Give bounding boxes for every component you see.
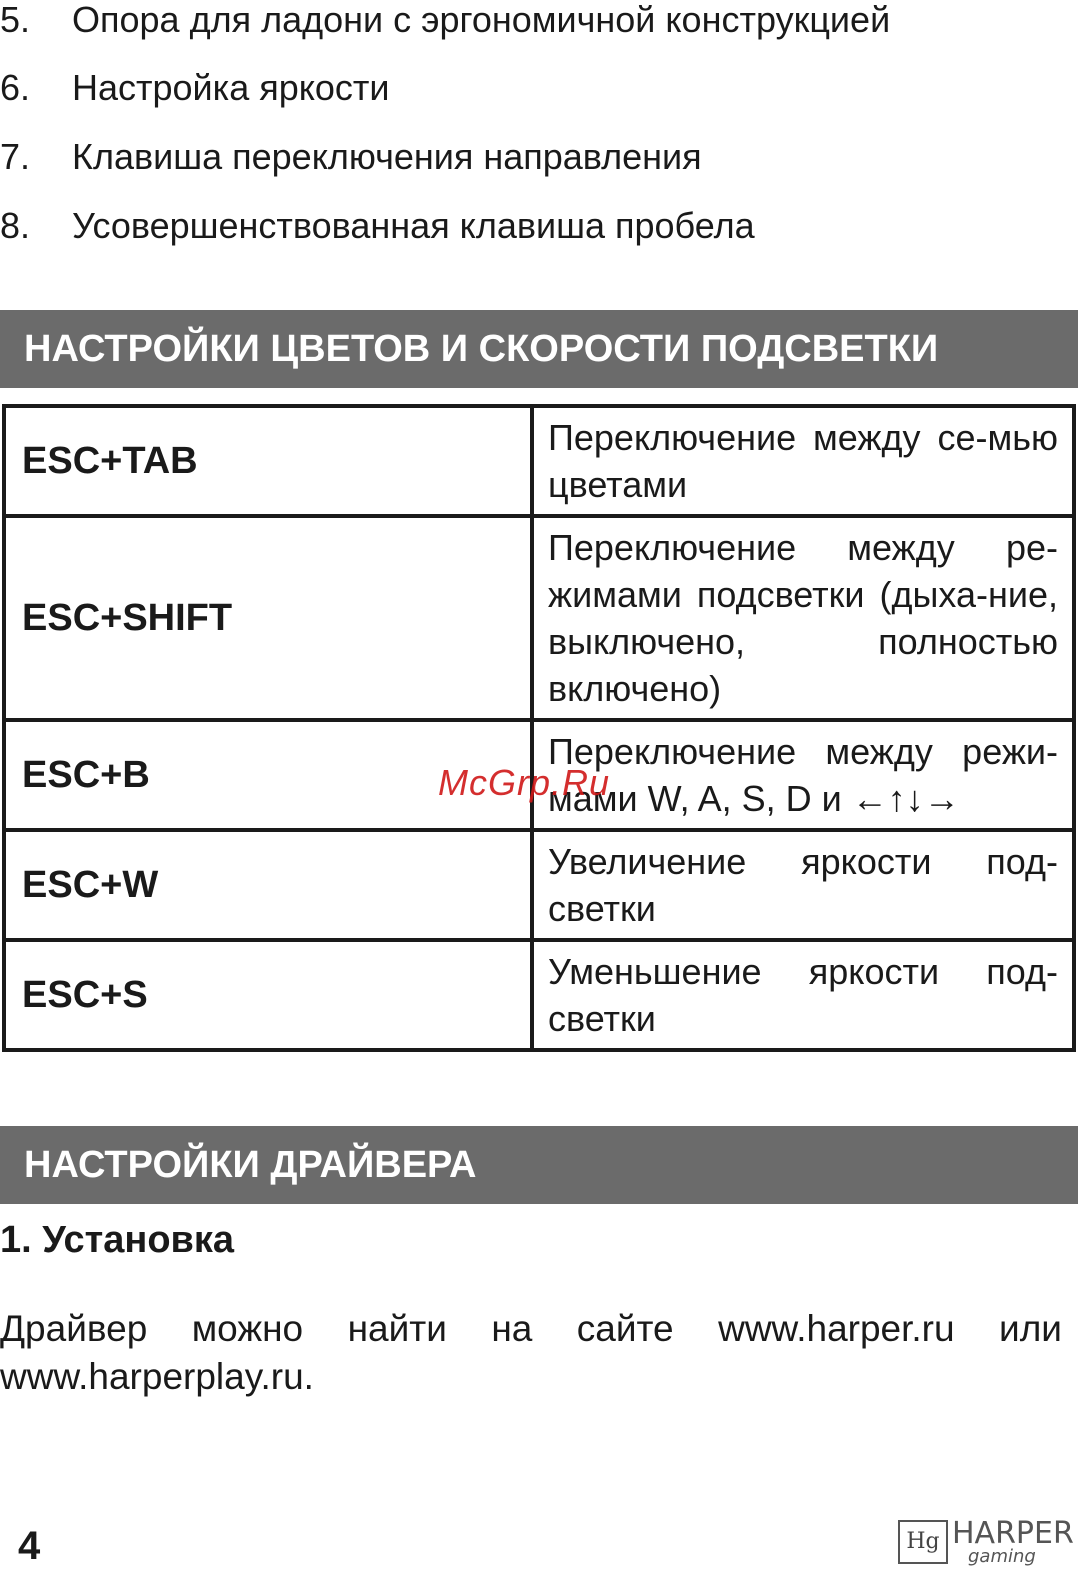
list-item-number: 7. (0, 136, 31, 177)
shortcut-description: Увеличение яркости под-светки (532, 830, 1074, 940)
list-item-number: 6. (0, 67, 31, 108)
paragraph-word: сайте (576, 1308, 674, 1349)
shortcut-description: Переключение между се-мью цветами (532, 406, 1074, 516)
list-item-number: 8. (0, 205, 31, 246)
table-row (4, 830, 1074, 940)
paragraph-link: www.harper.ru (718, 1308, 955, 1349)
shortcut-key: ESC+SHIFT (4, 516, 532, 720)
shortcut-description: Уменьшение яркости под-светки (532, 940, 1074, 1050)
paragraph-word: или (999, 1308, 1062, 1349)
harper-gaming-logo (896, 1516, 1074, 1572)
logo-wordmark: HARPER (952, 1516, 1074, 1551)
driver-paragraph (0, 1305, 1062, 1401)
lighting-section-title: НАСТРОЙКИ ЦВЕТОВ И СКОРОСТИ ПОДСВЕТКИ (0, 310, 1078, 388)
shortcut-key: ESC+S (4, 940, 532, 1050)
driver-section-title: НАСТРОЙКИ ДРАЙВЕРА (0, 1126, 1078, 1204)
list-item-number: 5. (0, 0, 31, 40)
list-item-text: Опора для ладони с эргономичной конструкцией (72, 0, 891, 40)
paragraph-word: на (491, 1308, 533, 1349)
installation-heading: 1. Установка (0, 1219, 235, 1261)
list-item-text: Усовершенствованная клавиша пробела (72, 205, 755, 246)
page-number: 4 (18, 1524, 41, 1568)
table-row (4, 406, 1074, 516)
watermark: McGrp.Ru (438, 762, 611, 803)
list-item-text: Настройка яркости (72, 67, 390, 108)
shortcut-description: Переключение между ре-жимами подсветки (дыха-ние, выключено, полностью включено) (532, 516, 1074, 720)
table-row (4, 940, 1074, 1050)
paragraph-word: Драйвер (0, 1308, 148, 1349)
table-row (4, 516, 1074, 720)
paragraph-line (0, 1305, 1062, 1353)
logo-mark: Hg (898, 1520, 948, 1564)
shortcut-key: ESC+W (4, 830, 532, 940)
paragraph-word: можно (191, 1308, 304, 1349)
shortcut-table (2, 404, 1076, 1052)
shortcut-description: Переключение между режи-мами W, A, S, D и ←↑↓→ (532, 720, 1074, 830)
list-item-text: Клавиша переключения направления (72, 136, 702, 177)
logo-subtitle: gaming (968, 1546, 1036, 1567)
shortcut-key: ESC+B (4, 720, 532, 830)
shortcut-key: ESC+TAB (4, 406, 532, 516)
paragraph-word: найти (347, 1308, 447, 1349)
paragraph-link: www.harperplay.ru. (0, 1356, 314, 1397)
